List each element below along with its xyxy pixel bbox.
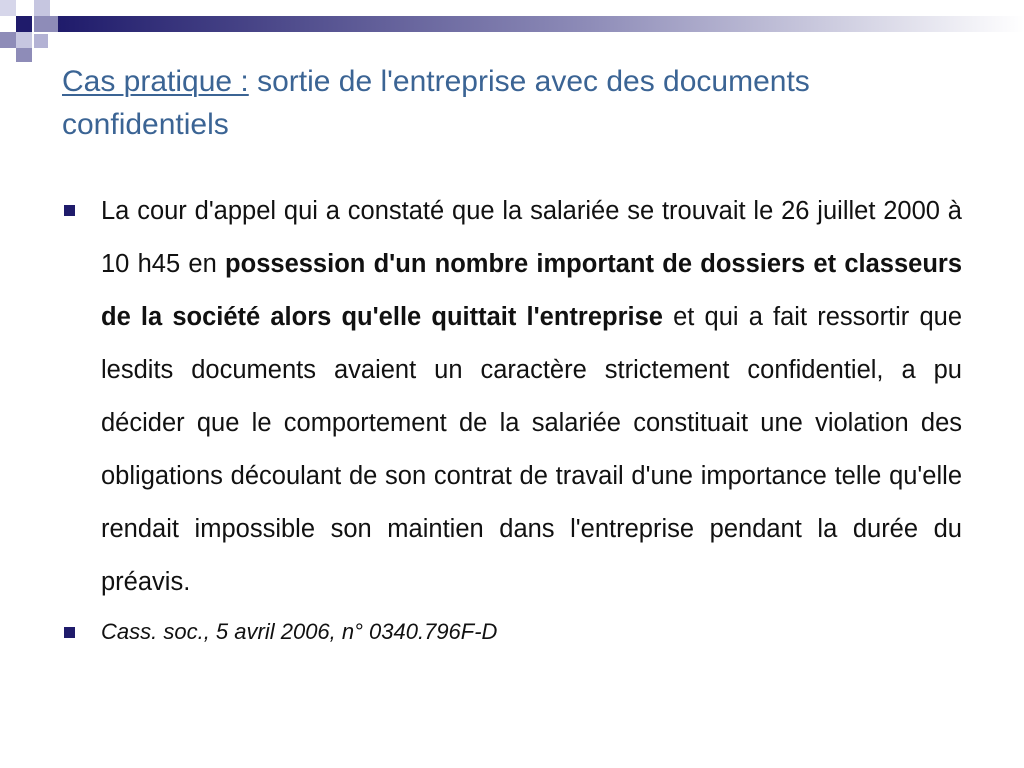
title-rest: sortie de l'entreprise avec des documents confidentiels xyxy=(62,65,810,141)
ruling-text xyxy=(101,185,962,609)
bullet-item xyxy=(62,185,962,609)
ruling-part-2: et qui a fait ressortir que lesdits documents avaient un caractère strictement confidentiel, a pu décider que le comportement de la salariée constituait une violation des obligations découlant de son contrat de travail d'une importance telle qu'elle rendait impossible son maintien dans l'entreprise pendant la durée du préavis. xyxy=(101,303,962,596)
slide-title xyxy=(62,60,962,146)
citation: Cass. soc., 5 avril 2006, n° 0340.796F-D xyxy=(101,619,498,644)
square-bullet-icon xyxy=(64,205,75,216)
square-bullet-icon xyxy=(64,627,75,638)
ruling-bold: possession d'un nombre important de dossiers et classeurs de la société alors qu'elle quittait l'entreprise xyxy=(101,250,962,331)
bullet-list xyxy=(62,185,962,651)
header-decoration xyxy=(0,0,1024,64)
bullet-item xyxy=(62,613,962,651)
ruling-part-1: La cour d'appel qui a constaté que la salariée se trouvait le 26 juillet 2000 à 10 h45 en xyxy=(101,197,962,278)
title-prefix: Cas pratique : xyxy=(62,65,249,98)
